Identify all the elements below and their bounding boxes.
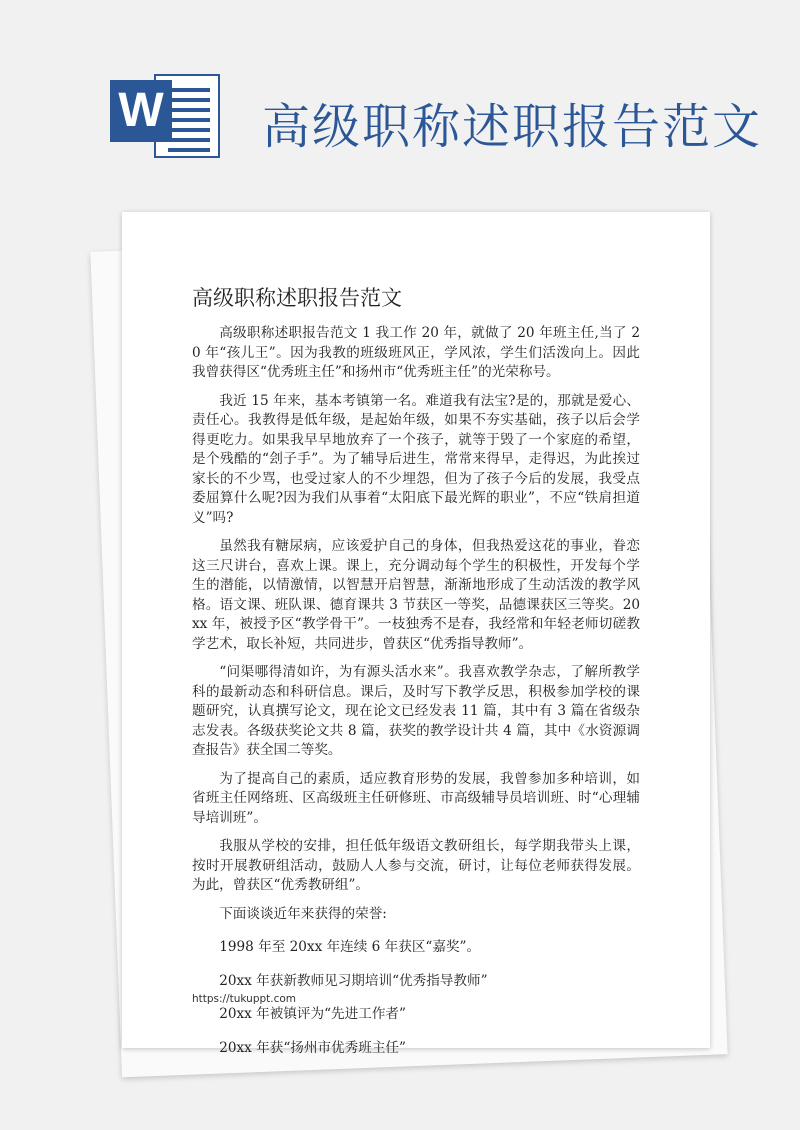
honor-item: 20xx 年获“扬州市优秀班主任”: [219, 1039, 406, 1056]
paragraph: 为了提高自己的素质，适应教育形势的发展，我曾参加多种培训，如省班主任网络班、区高级班主任研修班、市高级辅导员培训班、时“心理辅导培训班”。: [192, 770, 640, 826]
paragraph: 下面谈谈近年来获得的荣誉:: [219, 905, 387, 922]
paragraph: 我近 15 年来，基本考镇第一名。难道我有法宝?是的，那就是爱心、责任心。我教得是低年级，是起始年级，如果不夯实基础，孩子以后会学得更吃力。如果我早早地放弃了一个孩子，就等于毁了一个家庭的希望，是个残酷的“刽子手”。为了辅导后进生，常常来得早，走得迟，为此挨过家长的不少骂，也受过家人的不少埋怨，但为了孩子今后的发展，我受点委屈算什么呢?因为我们从事着“太阳底下最光辉的职业”，不应“铁肩担道义”吗?: [192, 392, 640, 526]
honor-item: 20xx 年获新教师见习期培训“优秀指导教师”: [219, 972, 488, 989]
banner: [0, 0, 800, 190]
paragraph: 我服从学校的安排，担任低年级语文教研组长，每学期我带头上课，按时开展教研组活动，鼓励人人参与交流，研讨，让每位老师获得发展。为此，曾获区“优秀教研组”。: [192, 838, 640, 893]
paragraph: 高级职称述职报告范文 1 我工作 20 年，就做了 20 年班主任,当了 20 年“孩儿王”。因为我教的班级班风正，学风浓，学生们活泼向上。因此我曾获得区“优秀班主任”和扬州市“优秀班主任”的光荣称号。: [192, 325, 640, 380]
word-logo-letter: W: [110, 80, 172, 142]
paragraph: “问渠哪得清如许，为有源头活水来”。我喜欢教学杂志，了解所教学科的最新动态和科研信息。课后，及时写下教学反思，积极参加学校的课题研究，认真撰写论文，现在论文已经发表 11 篇，其中有 3 篇在省级杂志发表。各级获奖论文共 8 篇，获奖的教学设计共 4 篇，其中《水资源调查报告》获全国二等奖。: [192, 664, 640, 758]
paragraph: 虽然我有糖尿病，应该爱护自己的身体，但我热爱这花的事业，眷恋这三尺讲台，喜欢上课。课上，充分调动每个学生的积极性，开发每个学生的潜能，以情激情，以智慧开启智慧，渐渐地形成了生动活泼的教学风格。语文课、班队课、德育课共 3 节获区一等奖，品德课获区三等奖。20xx 年，被授予区“教学骨干”。一枝独秀不是春，我经常和年轻老师切磋教学艺术，取长补短，共同进步，曾获区“优秀指导教师”。: [192, 538, 640, 652]
document-title: 高级职称述职报告范文: [192, 286, 402, 310]
word-document-icon: [110, 68, 222, 164]
document-body: [192, 324, 640, 1072]
honor-item: 20xx 年被镇评为“先进工作者”: [219, 1006, 406, 1022]
honor-item: 1998 年至 20xx 年连续 6 年获区“嘉奖”。: [219, 939, 481, 955]
document-page: [122, 212, 710, 1056]
footer-link[interactable]: https://tukuppt.com: [192, 993, 297, 1005]
banner-title: 高级职称述职报告范文: [262, 99, 763, 155]
